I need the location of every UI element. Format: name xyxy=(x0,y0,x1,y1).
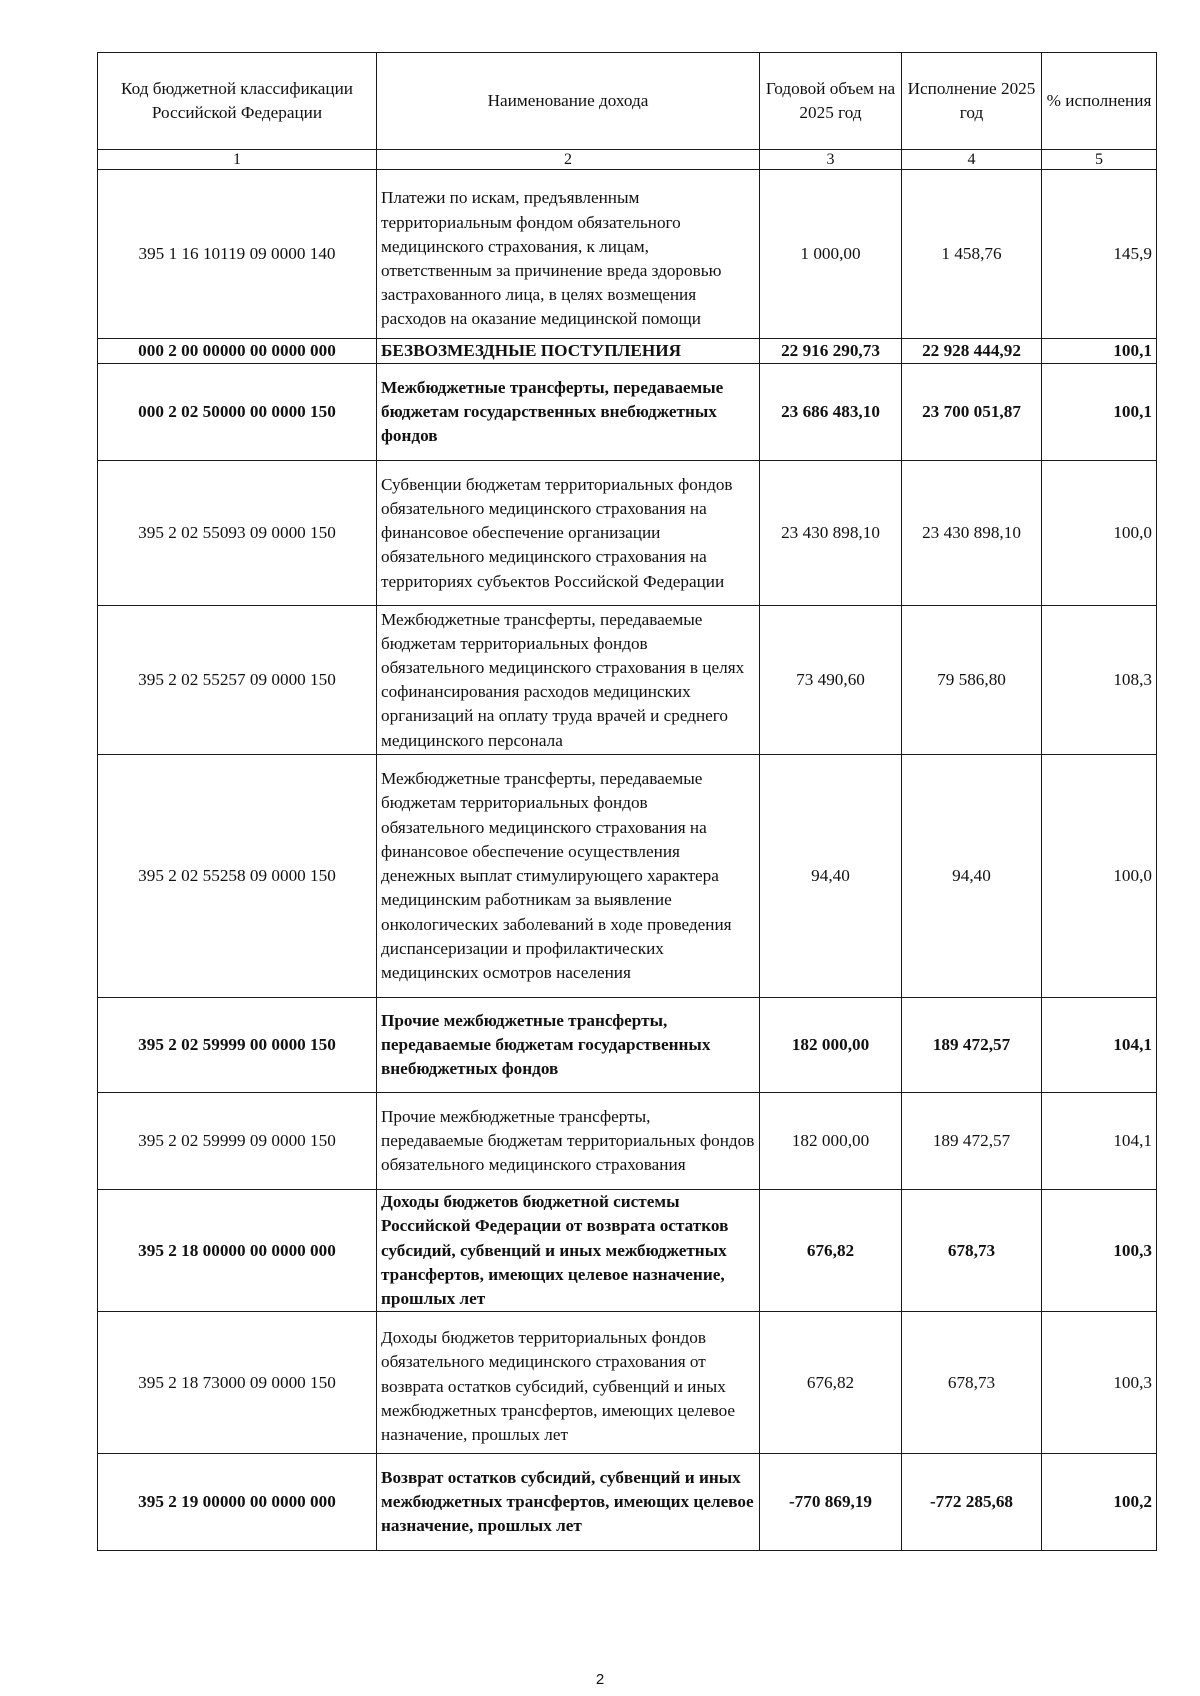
row-annual: 676,82 xyxy=(760,1190,902,1312)
header-name: Наименование дохода xyxy=(377,53,760,150)
header-percent: % исполнения xyxy=(1042,53,1157,150)
row-name: Межбюджетные трансферты, передаваемые бюджетам территориальных фондов обязательного медицинского страхования на финансовое обеспечение осуществления денежных выплат стимулирующего характера медицинским работникам за выявление онкологических заболеваний в ходе проведения диспансеризации и профилактических медицинских осмотров населения xyxy=(377,755,760,998)
table-row xyxy=(98,461,1157,606)
row-execution: -772 285,68 xyxy=(902,1454,1042,1551)
row-execution: 94,40 xyxy=(902,755,1042,998)
row-execution: 189 472,57 xyxy=(902,1093,1042,1190)
row-execution: 79 586,80 xyxy=(902,606,1042,755)
table-row xyxy=(98,1454,1157,1551)
row-code: 000 2 02 50000 00 0000 150 xyxy=(98,364,377,461)
row-percent: 104,1 xyxy=(1042,1093,1157,1190)
row-name: Доходы бюджетов бюджетной системы Российской Федерации от возврата остатков субсидий, субвенций и иных межбюджетных трансфертов, имеющих целевое назначение, прошлых лет xyxy=(377,1190,760,1312)
row-name: Доходы бюджетов территориальных фондов обязательного медицинского страхования от возврата остатков субсидий, субвенций и иных межбюджетных трансфертов, имеющих целевое назначение, прошлых лет xyxy=(377,1312,760,1454)
row-code: 395 2 18 00000 00 0000 000 xyxy=(98,1190,377,1312)
row-percent: 145,9 xyxy=(1042,170,1157,339)
row-execution: 189 472,57 xyxy=(902,998,1042,1093)
column-number: 1 xyxy=(98,150,377,170)
header-code: Код бюджетной классификации Российской Федерации xyxy=(98,53,377,150)
row-execution: 22 928 444,92 xyxy=(902,339,1042,364)
table-row xyxy=(98,170,1157,339)
row-code: 395 2 02 59999 09 0000 150 xyxy=(98,1093,377,1190)
row-name: Прочие межбюджетные трансферты, передаваемые бюджетам государственных внебюджетных фондов xyxy=(377,998,760,1093)
header-row xyxy=(98,53,1157,150)
header-annual: Годовой объем на 2025 год xyxy=(760,53,902,150)
row-code: 395 1 16 10119 09 0000 140 xyxy=(98,170,377,339)
row-code: 395 2 02 55257 09 0000 150 xyxy=(98,606,377,755)
row-annual: 73 490,60 xyxy=(760,606,902,755)
column-number: 2 xyxy=(377,150,760,170)
row-percent: 104,1 xyxy=(1042,998,1157,1093)
row-percent: 100,1 xyxy=(1042,339,1157,364)
row-name: Межбюджетные трансферты, передаваемые бюджетам государственных внебюджетных фондов xyxy=(377,364,760,461)
table-row xyxy=(98,339,1157,364)
row-percent: 100,1 xyxy=(1042,364,1157,461)
table-row xyxy=(98,1190,1157,1312)
row-code: 395 2 18 73000 09 0000 150 xyxy=(98,1312,377,1454)
row-code: 395 2 19 00000 00 0000 000 xyxy=(98,1454,377,1551)
table-row xyxy=(98,998,1157,1093)
row-execution: 23 430 898,10 xyxy=(902,461,1042,606)
row-annual: 676,82 xyxy=(760,1312,902,1454)
row-execution: 678,73 xyxy=(902,1190,1042,1312)
row-annual: 1 000,00 xyxy=(760,170,902,339)
table-row xyxy=(98,606,1157,755)
row-execution: 23 700 051,87 xyxy=(902,364,1042,461)
row-percent: 100,2 xyxy=(1042,1454,1157,1551)
table-row xyxy=(98,1312,1157,1454)
row-name: БЕЗВОЗМЕЗДНЫЕ ПОСТУПЛЕНИЯ xyxy=(377,339,760,364)
row-code: 000 2 00 00000 00 0000 000 xyxy=(98,339,377,364)
row-annual: 182 000,00 xyxy=(760,998,902,1093)
row-name: Субвенции бюджетам территориальных фондов обязательного медицинского страхования на финансовое обеспечение организации обязательного медицинского страхования на территориях субъектов Российской Федерации xyxy=(377,461,760,606)
table-row xyxy=(98,364,1157,461)
row-annual: 182 000,00 xyxy=(760,1093,902,1190)
row-annual: 22 916 290,73 xyxy=(760,339,902,364)
row-annual: 94,40 xyxy=(760,755,902,998)
column-number: 3 xyxy=(760,150,902,170)
table-row xyxy=(98,1093,1157,1190)
row-annual: 23 430 898,10 xyxy=(760,461,902,606)
column-number: 5 xyxy=(1042,150,1157,170)
column-number-row xyxy=(98,150,1157,170)
row-annual: 23 686 483,10 xyxy=(760,364,902,461)
row-percent: 108,3 xyxy=(1042,606,1157,755)
row-name: Возврат остатков субсидий, субвенций и иных межбюджетных трансфертов, имеющих целевое назначение, прошлых лет xyxy=(377,1454,760,1551)
row-name: Межбюджетные трансферты, передаваемые бюджетам территориальных фондов обязательного медицинского страхования в целях софинансирования расходов медицинских организаций на оплату труда врачей и среднего медицинского персонала xyxy=(377,606,760,755)
row-percent: 100,0 xyxy=(1042,755,1157,998)
row-name: Платежи по искам, предъявленным территориальным фондом обязательного медицинского страхования, к лицам, ответственным за причинение вреда здоровью застрахованного лица, в целях возмещения расходов на оказание медицинской помощи xyxy=(377,170,760,339)
row-code: 395 2 02 55258 09 0000 150 xyxy=(98,755,377,998)
row-percent: 100,3 xyxy=(1042,1312,1157,1454)
page-number: 2 xyxy=(595,1671,605,1688)
revenue-table xyxy=(97,52,1157,1551)
row-code: 395 2 02 55093 09 0000 150 xyxy=(98,461,377,606)
row-code: 395 2 02 59999 00 0000 150 xyxy=(98,998,377,1093)
table-row xyxy=(98,755,1157,998)
row-execution: 1 458,76 xyxy=(902,170,1042,339)
row-execution: 678,73 xyxy=(902,1312,1042,1454)
row-percent: 100,3 xyxy=(1042,1190,1157,1312)
header-execution: Исполнение 2025 год xyxy=(902,53,1042,150)
row-name: Прочие межбюджетные трансферты, передаваемые бюджетам территориальных фондов обязательного медицинского страхования xyxy=(377,1093,760,1190)
column-number: 4 xyxy=(902,150,1042,170)
row-annual: -770 869,19 xyxy=(760,1454,902,1551)
row-percent: 100,0 xyxy=(1042,461,1157,606)
